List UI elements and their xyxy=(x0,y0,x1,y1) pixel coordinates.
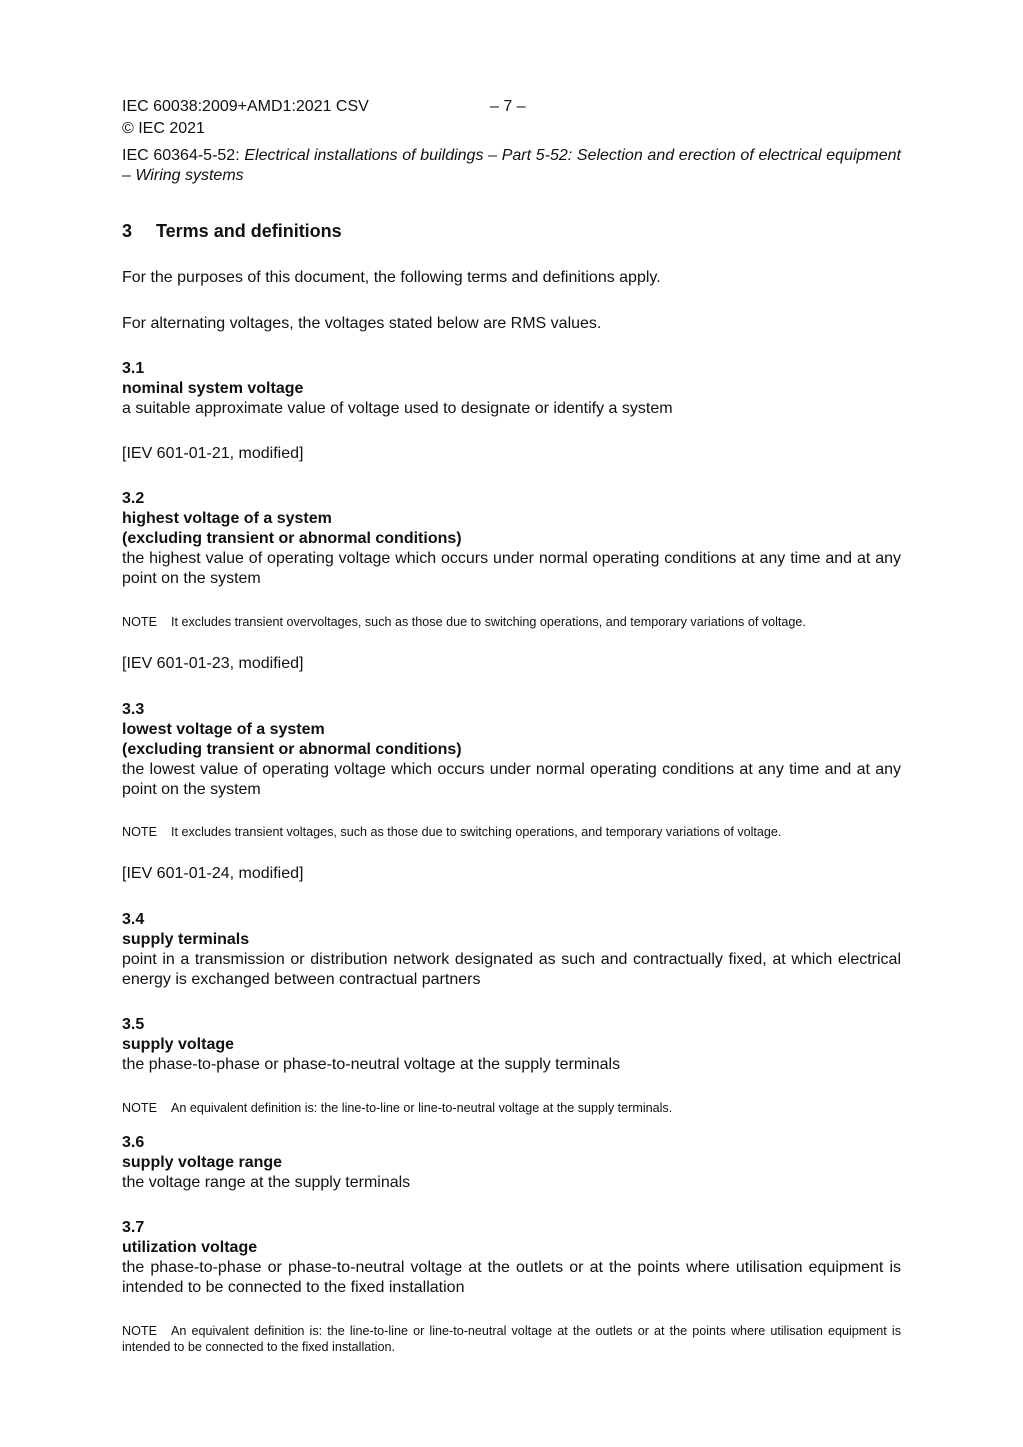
term-source: [IEV 601-01-24, modified] xyxy=(122,865,304,882)
reference-title: Electrical installations of buildings – Part 5-52: Selection and erection of electrical equipment – Wiring systems xyxy=(122,147,902,184)
term-note xyxy=(122,614,901,630)
term-number: 3.7 xyxy=(122,1219,145,1236)
term-note xyxy=(122,1100,901,1116)
header-copyright: © IEC 2021 xyxy=(122,120,205,137)
section-number: 3 xyxy=(122,221,133,241)
note-label: NOTE xyxy=(122,615,157,629)
note-label: NOTE xyxy=(122,1324,157,1338)
term-name: supply terminals xyxy=(122,931,250,948)
term-name: lowest voltage of a system xyxy=(122,721,325,738)
note-text: An equivalent definition is: the line-to-line or line-to-neutral voltage at the outlets or at the points where utilisation equipment is intended to be connected to the fixed installation. xyxy=(122,1324,901,1354)
term-name: supply voltage range xyxy=(122,1154,283,1171)
term-name: nominal system voltage xyxy=(122,380,304,397)
reference-code: IEC 60364-5-52: xyxy=(122,147,240,164)
term-qualifier: (excluding transient or abnormal conditions) xyxy=(122,741,462,758)
section-title: Terms and definitions xyxy=(156,221,342,241)
term-name: highest voltage of a system xyxy=(122,510,332,527)
term-definition: the voltage range at the supply terminals xyxy=(122,1174,411,1191)
note-text: It excludes transient overvoltages, such as those due to switching operations, and temporary variations of voltage. xyxy=(170,615,806,629)
intro-paragraph: For alternating voltages, the voltages stated below are RMS values. xyxy=(122,315,602,332)
note-text: An equivalent definition is: the line-to-line or line-to-neutral voltage at the supply terminals. xyxy=(170,1101,673,1115)
intro-paragraph: For the purposes of this document, the following terms and definitions apply. xyxy=(122,269,661,286)
note-label: NOTE xyxy=(122,825,157,839)
term-number: 3.2 xyxy=(122,490,145,507)
header-doc-id: IEC 60038:2009+AMD1:2021 CSV xyxy=(122,98,369,115)
term-name: utilization voltage xyxy=(122,1239,258,1256)
term-number: 3.6 xyxy=(122,1134,145,1151)
term-source: [IEV 601-01-21, modified] xyxy=(122,445,304,462)
note-text: It excludes transient voltages, such as those due to switching operations, and temporary variations of voltage. xyxy=(170,825,782,839)
term-qualifier: (excluding transient or abnormal conditions) xyxy=(122,530,462,547)
term-number: 3.1 xyxy=(122,360,145,377)
note-label: NOTE xyxy=(122,1101,157,1115)
term-number: 3.5 xyxy=(122,1016,145,1033)
term-number: 3.4 xyxy=(122,911,145,928)
term-name: supply voltage xyxy=(122,1036,235,1053)
section-heading xyxy=(122,220,901,242)
term-definition: the phase-to-phase or phase-to-neutral voltage at the outlets or at the points where utilisation equipment is intended to be connected to the fixed installation xyxy=(122,1259,901,1296)
term-source: [IEV 601-01-23, modified] xyxy=(122,655,304,672)
term-number: 3.3 xyxy=(122,701,145,718)
term-definition: the phase-to-phase or phase-to-neutral voltage at the supply terminals xyxy=(122,1056,621,1073)
term-note xyxy=(122,824,901,840)
term-definition: the highest value of operating voltage which occurs under normal operating conditions at any time and at any point on the system xyxy=(122,550,901,587)
term-definition: point in a transmission or distribution network designated as such and contractually fixed, at which electrical energy is exchanged between contractual partners xyxy=(122,951,901,988)
term-definition: a suitable approximate value of voltage used to designate or identify a system xyxy=(122,400,673,417)
term-note xyxy=(122,1323,901,1355)
header-page-number: – 7 – xyxy=(490,98,526,115)
term-definition: the lowest value of operating voltage which occurs under normal operating conditions at any time and at any point on the system xyxy=(122,761,901,798)
normative-reference xyxy=(122,146,901,186)
